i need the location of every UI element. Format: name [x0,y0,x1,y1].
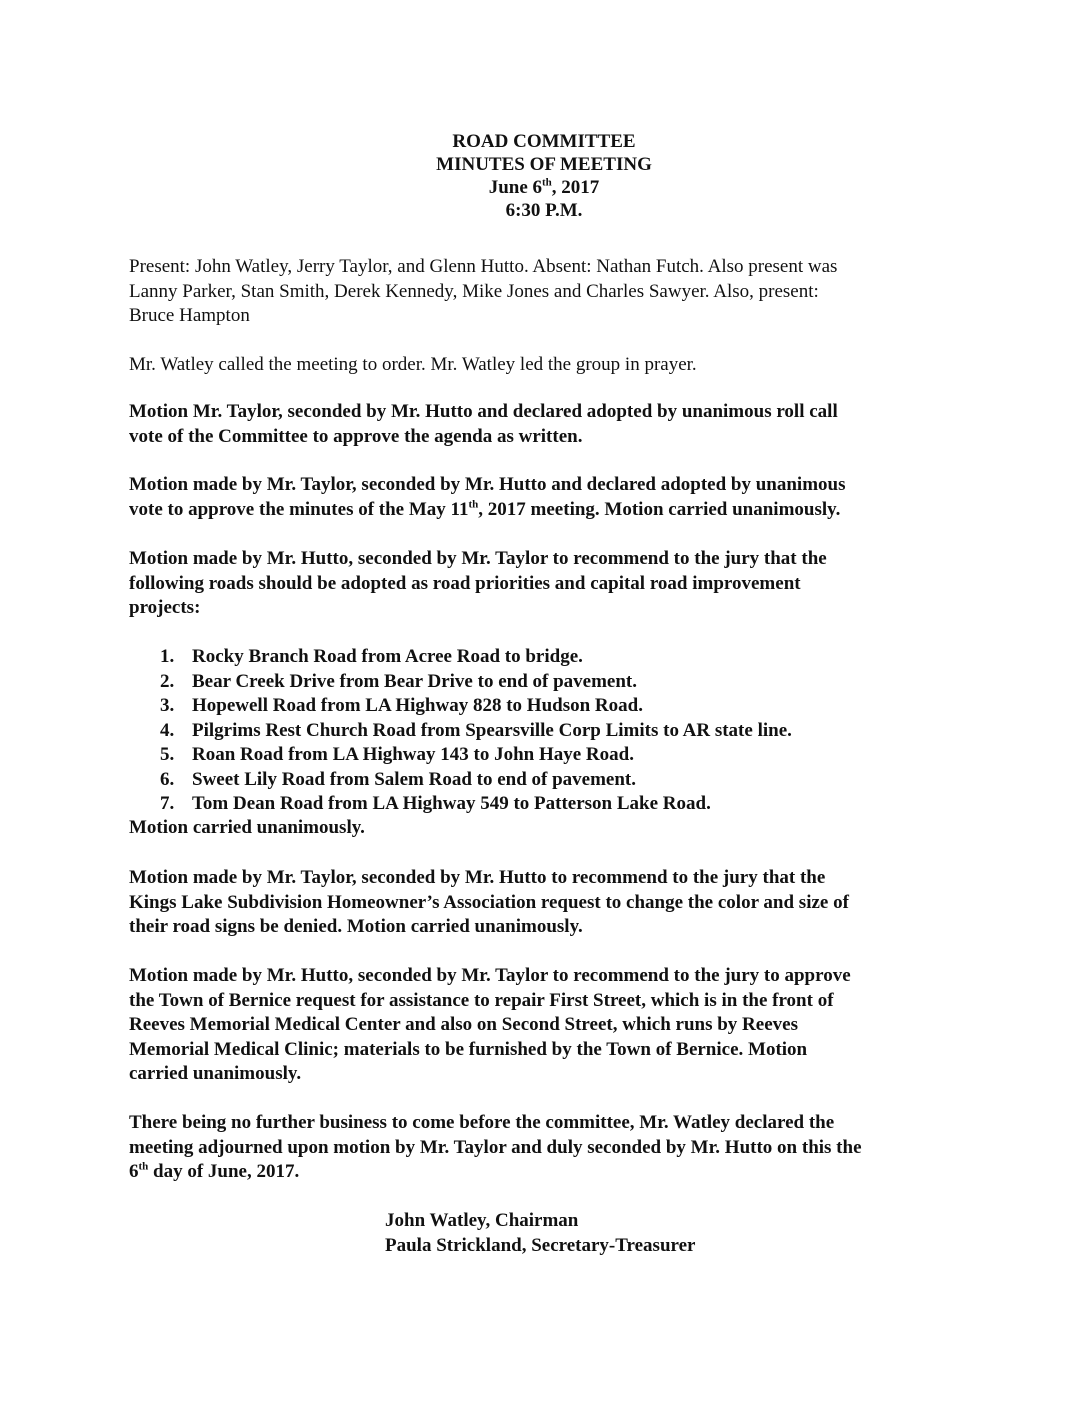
list-number: 6. [160,768,175,790]
motion-line: Motion made by Mr. Hutto, seconded by Mr. Taylor to recommend to the jury to approve [129,965,851,986]
motion-line: Motion made by Mr. Taylor, seconded by Mr. Hutto and declared adopted by unanimous [129,474,846,495]
adjournment-line: meeting adjourned upon motion by Mr. Taylor and duly seconded by Mr. Hutto on this the [129,1136,862,1158]
motion-line: Motion made by Mr. Hutto, seconded by Mr. Taylor to recommend to the jury that the [129,548,827,569]
call-to-order-line: Mr. Watley called the meeting to order. Mr. Watley led the group in prayer. [129,354,697,375]
list-item [160,792,792,817]
date-suffix: th [542,176,552,189]
list-text: Tom Dean Road from LA Highway 549 to Patterson Lake Road. [192,793,711,814]
roads-result-paragraph [129,816,964,841]
list-item [160,719,792,744]
attendance-line: Lanny Parker, Stan Smith, Derek Kennedy, Mike Jones and Charles Sawyer. Also, present: [129,280,819,302]
list-item [160,743,792,768]
meeting-time: 6:30 P.M. [505,200,583,221]
date-month-day: June 6 [488,177,543,198]
motion-text: , 2017 meeting. Motion carried unanimously. [478,498,841,520]
list-text: Sweet Lily Road from Salem Road to end of pavement. [192,768,637,790]
list-number: 5. [160,744,175,765]
attendance-line: Bruce Hampton [129,305,250,326]
list-text: Roan Road from LA Highway 143 to John Haye Road. [192,744,634,765]
motion-line: Motion Mr. Taylor, seconded by Mr. Hutto and declared adopted by unanimous roll call [129,401,838,422]
motion-line: their road signs be denied. Motion carried unanimously. [129,916,583,937]
list-item [160,645,792,670]
document-header [0,130,1088,222]
meeting-date [0,176,1088,199]
motion-bernice-paragraph [129,964,964,1087]
motion-minutes-paragraph [129,473,964,522]
list-number: 1. [160,646,175,667]
motion-line [129,498,964,523]
motion-text: vote to approve the minutes of the May 11 [129,498,469,520]
motion-roads-paragraph [129,547,964,621]
adjournment-line: There being no further business to come before the committee, Mr. Watley declared the [129,1112,835,1133]
adjournment-text: day of June, 2017. [148,1161,300,1182]
list-item [160,670,792,695]
document-title: ROAD COMMITTEE [452,131,636,152]
motion-line: Motion made by Mr. Taylor, seconded by Mr. Hutto to recommend to the jury that the [129,867,826,888]
road-priority-list [160,645,792,817]
attendance-paragraph [129,255,964,329]
adjournment-line [129,1160,964,1185]
motion-line: following roads should be adopted as road priorities and capital road improvement [129,572,801,594]
motion-line: carried unanimously. [129,1063,302,1084]
date-year: , 2017 [551,177,600,198]
document-subtitle: MINUTES OF MEETING [436,154,652,175]
adjournment-paragraph [129,1111,964,1185]
motion-result: Motion carried unanimously. [129,817,365,838]
list-number: 4. [160,719,175,741]
list-number: 3. [160,695,175,716]
list-number: 7. [160,793,175,814]
list-text: Bear Creek Drive from Bear Drive to end of pavement. [192,670,637,692]
list-text: Rocky Branch Road from Acree Road to bridge. [192,646,583,667]
call-to-order-paragraph [129,353,964,378]
chairman-signature: John Watley, Chairman [385,1210,579,1231]
motion-agenda-paragraph [129,400,964,449]
list-text: Hopewell Road from LA Highway 828 to Hudson Road. [192,695,643,716]
motion-line: vote of the Committee to approve the agenda as written. [129,425,583,447]
motion-line: projects: [129,597,201,618]
signature-block [385,1209,695,1258]
ordinal-suffix: th [468,498,479,511]
list-item [160,768,792,793]
motion-line: Kings Lake Subdivision Homeowner’s Association request to change the color and size of [129,891,849,913]
motion-signs-paragraph [129,866,964,940]
list-text: Pilgrims Rest Church Road from Spearsville Corp Limits to AR state line. [192,719,792,741]
motion-line: the Town of Bernice request for assistance to repair First Street, which is in the front of [129,989,834,1011]
motion-line: Memorial Medical Clinic; materials to be furnished by the Town of Bernice. Motion [129,1038,808,1060]
list-item [160,694,792,719]
ordinal-suffix: th [138,1160,149,1173]
secretary-signature: Paula Strickland, Secretary-Treasurer [385,1234,696,1256]
motion-line: Reeves Memorial Medical Center and also on Second Street, which runs by Reeves [129,1014,798,1035]
attendance-line: Present: John Watley, Jerry Taylor, and Glenn Hutto. Absent: Nathan Futch. Also present was [129,256,838,277]
adjournment-text: 6 [129,1161,139,1182]
list-number: 2. [160,670,175,692]
